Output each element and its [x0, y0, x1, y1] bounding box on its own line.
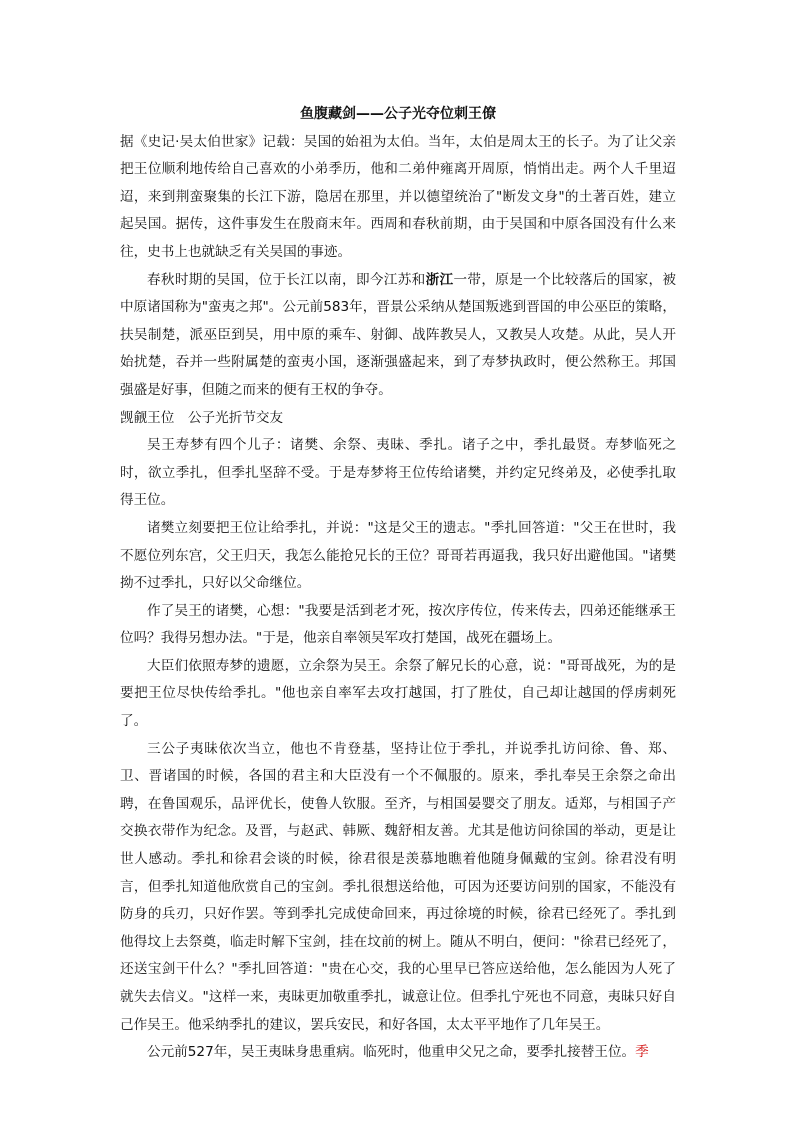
- paragraph-text: 春秋时期的吴国，位于长江以南，即今江苏和: [147, 271, 426, 288]
- section-heading: 觊觎王位 公子光折节交友: [120, 409, 284, 426]
- paragraph-527bc: [120, 1039, 676, 1067]
- red-text: 季: [635, 1044, 649, 1061]
- paragraph-yuji: 大臣们依照寿梦的遗愿，立余祭为吴王。余祭了解兄长的心意，说："哥哥战死，为的是要把王位尽快传给季扎。"他也亲自率军去攻打越国，打了胜仗，自己却让越国的俘虏刺死了。: [120, 657, 676, 730]
- page-title: 鱼腹藏剑——公子光夺位刺王僚: [300, 106, 496, 122]
- paragraph-intro: 据《史记·吴太伯世家》记载：吴国的始祖为太伯。当年，太伯是周太王的长子。为了让父亲把王位顺利地传给自己喜欢的小弟季历，他和二弟仲雍离开周原，悄悄出走。两个人千里迢迢，来到荆蛮聚集的长江下游，隐居在那里，并以德望统治了"断发文身"的土著百姓，建立起吴国。据传，这件事发生在殷商末年。西周和春秋前期，由于吴国和中原各国没有什么来往，史书上也就缺乏有关吴国的事迹。: [120, 133, 676, 260]
- paragraph-wu-state: [120, 267, 676, 405]
- paragraph-text: 一带，原是一个比较落后的国家，被中原诸国称为"蛮夷之邦"。公元前583年，晋景公采纳从楚国叛逃到晋国的申公巫臣的策略，扶吴制楚，派巫臣到吴，用中原的乘车、射御、战阵教吴人，又教吴人攻楚。从此，吴人开始扰楚，吞并一些附属楚的蛮夷小国，逐渐强盛起来，到了寿梦执政时，便公然称王。邦国强盛是好事，但随之而来的便有王权的争夺。: [120, 271, 677, 398]
- paragraph-zhufan: 诸樊立刻要把王位让给季扎，并说："这是父王的遗志。"季扎回答道："父王在世时，我不愿位列东宫，父王归天，我怎么能抢兄长的王位？哥哥若再逼我，我只好出避他国。"诸樊拗不过季扎，只好以父命继位。: [120, 519, 676, 592]
- paragraph-text: 公元前527年，吴王夷昧身患重病。临死时，他重申父兄之命，要季扎接替王位。: [147, 1044, 636, 1061]
- document-page: [120, 101, 676, 1067]
- bold-term: 浙江: [425, 271, 454, 288]
- paragraph-yimei: 三公子夷昧依次当立，他也不肯登基，坚持让位于季扎，并说季扎访问徐、鲁、郑、卫、晋诸国的时候，各国的君主和大臣没有一个不佩服的。原来，季扎奉吴王余祭之命出聘，在鲁国观乐，品评优长，使鲁人钦服。至齐，与相国晏婴交了朋友。适郑，与相国子产交换衣带作为纪念。及晋，与赵武、韩厥、魏舒相友善。尤其是他访问徐国的举动，更是让世人感动。季扎和徐君会谈的时候，徐君很是羡慕地瞧着他随身佩戴的宝剑。徐君没有明言，但季扎知道他欣赏自己的宝剑。季扎很想送给他，可因为还要访问别的国家，不能没有防身的兵刃，只好作罢。等到季扎完成使命回来，再过徐境的时候，徐君已经死了。季扎到他得坟上去祭奠，临走时解下宝剑，挂在坟前的树上。随从不明白，便问："徐君已经死了，还送宝剑干什么？"季扎回答道："贵在心交，我的心里早已答应送给他，怎么能因为人死了就失去信义。"这样一来，夷昧更加敬重季扎，诚意让位。但季扎宁死也不同意，夷昧只好自己作吴王。他采纳季扎的建议，罢兵安民，和好各国，太太平平地作了几年吴王。: [120, 740, 676, 1033]
- paragraph-zhufan-war: 作了吴王的诸樊，心想："我要是活到老才死，按次序传位，传来传去，四弟还能继承王位吗？我得另想办法。"于是，他亲自率领吴军攻打楚国，战死在疆场上。: [120, 602, 676, 647]
- paragraph-shoumeng: 吴王寿梦有四个儿子：诸樊、余祭、夷昧、季扎。诸子之中，季扎最贤。寿梦临死之时，欲立季扎，但季扎坚辞不受。于是寿梦将王位传给诸樊，并约定兄终弟及，必使季扎取得王位。: [120, 437, 676, 509]
